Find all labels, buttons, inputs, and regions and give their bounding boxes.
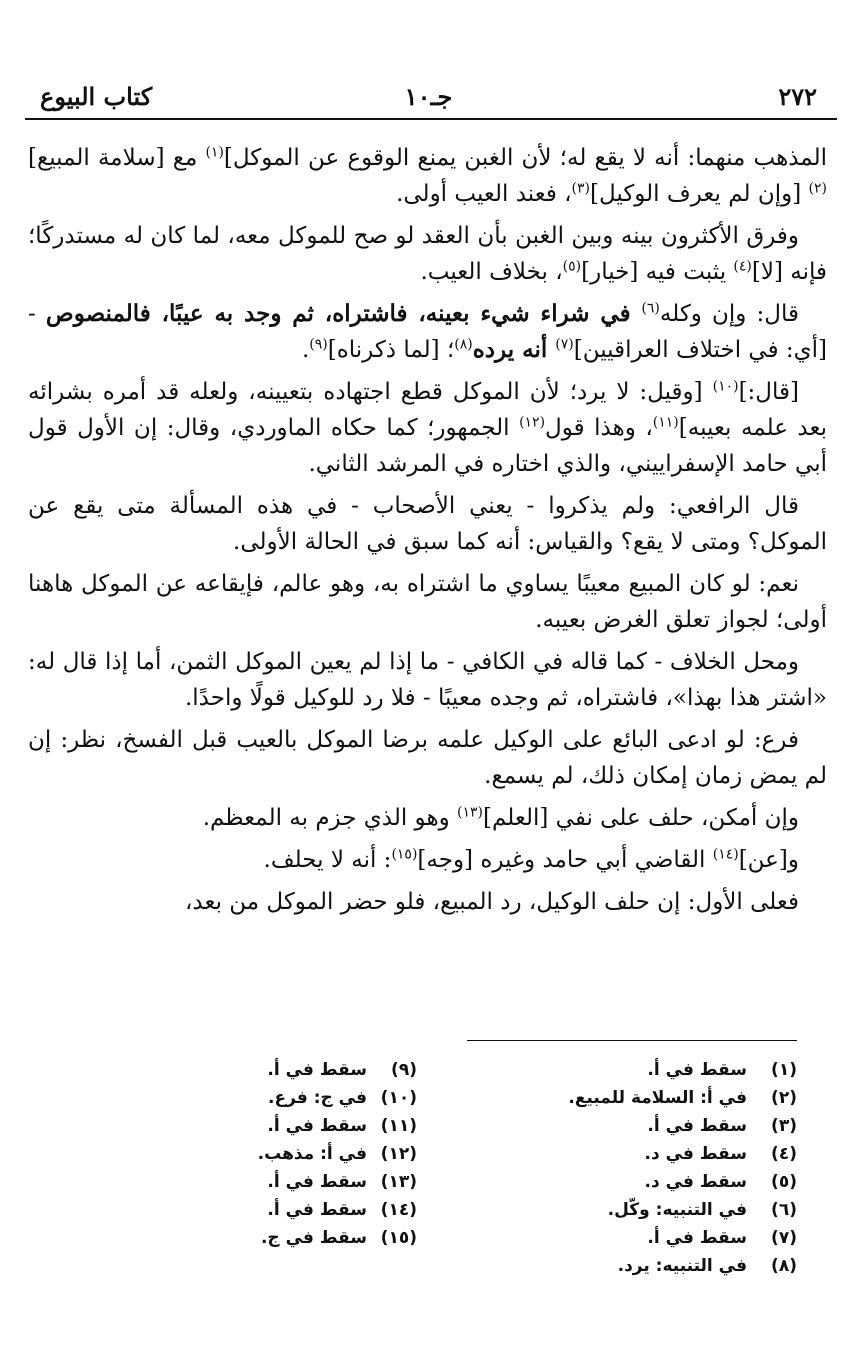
footnote-item: [467, 1168, 797, 1196]
footnote-text: سقط في أ.: [267, 1116, 367, 1136]
footnote-item: [467, 1056, 797, 1084]
footnote-item: [467, 1112, 797, 1140]
footnote-ref: (٧): [555, 336, 574, 353]
footnote-item: [87, 1112, 417, 1140]
footnote-text: في ج: فرع.: [268, 1088, 367, 1108]
footnote-item: [467, 1084, 797, 1112]
text-run: الجمهور؛ كما حكاه الماوردي، وقال: إن الأول قول أبي حامد الإسفراييني، والذي اختاره في المرشد الثاني.: [28, 415, 827, 477]
footnote-text: سقط في أ.: [647, 1228, 747, 1248]
footnote-number: (٧): [771, 1228, 797, 1248]
text-run: مع [سلامة المبيع]: [28, 145, 206, 171]
text-run: ، فعند العيب أولى.: [396, 181, 572, 207]
footnote-ref: (٣): [571, 180, 591, 197]
footnote-number: (٣): [771, 1116, 797, 1136]
footnote-ref: (٥): [562, 258, 582, 275]
footnote-number: (١٣): [380, 1172, 417, 1192]
footnote-text: سقط في ج.: [260, 1228, 367, 1248]
footnote-number: (٢): [771, 1088, 797, 1108]
footnote-number: (١٤): [380, 1200, 417, 1220]
text-run: ، بخلاف العيب.: [420, 259, 563, 285]
footnote-text: في التنبيه: يرد.: [617, 1256, 747, 1276]
footnote-ref: (١٢): [519, 414, 546, 431]
paragraph: قال الرافعي: ولم يذكروا - يعني الأصحاب - في هذه المسألة متى يقع عن الموكل؟ ومتى لا يقع؟ والقياس: أنه كما سبق في الحالة الأولى.: [28, 493, 827, 555]
footnote-item: [87, 1224, 417, 1252]
footnote-text: سقط في أ.: [267, 1060, 367, 1080]
paragraph: [28, 374, 827, 482]
footnote-number: (١٢): [380, 1144, 417, 1164]
paragraph: [28, 296, 827, 368]
footnote-text: سقط في د.: [644, 1172, 747, 1192]
paragraph: فعلى الأول: إن حلف الوكيل، رد المبيع، فلو حضر الموكل من بعد،: [184, 889, 799, 915]
footnote-item: [87, 1168, 417, 1196]
footnote-ref: (١): [205, 144, 224, 161]
paragraph: نعم: لو كان المبيع معيبًا يساوي ما اشتراه به، وهو عالم، فإيقاعه عن الموكل هاهنا أولى؛ لجواز تعلق الغرض بعيبه.: [28, 571, 827, 633]
footnotes-right-column: [467, 1056, 797, 1280]
footnote-text: في التنبيه: وكّل.: [607, 1200, 747, 1220]
footnote-item: [467, 1140, 797, 1168]
footnote-number: (٨): [771, 1256, 797, 1276]
footnotes-left-column: [87, 1056, 417, 1252]
paragraph: [28, 218, 827, 290]
text-run: .: [301, 337, 310, 363]
footnote-number: (٥): [771, 1172, 797, 1192]
footnote-number: (٤): [771, 1144, 797, 1164]
footnote-number: (٦): [771, 1200, 797, 1220]
footnote-text: سقط في أ.: [267, 1172, 367, 1192]
book-title: كتاب البيوع: [40, 82, 153, 111]
text-run: ، وهذا قول: [545, 415, 653, 441]
footnote-ref: (٤): [733, 258, 752, 275]
footnote-number: (١٥): [380, 1228, 417, 1248]
bold-text-run: في شراء شيء بعينه، فاشتراه، ثم وجد به عيبًا، فالمنصوص: [45, 300, 642, 327]
footnote-divider: [467, 1040, 797, 1041]
text-run: [قال:]: [738, 379, 799, 405]
text-run: : أنه لا يحلف.: [263, 847, 392, 873]
footnote-item: [467, 1224, 797, 1252]
page-number: ٢٧٢: [778, 82, 817, 111]
text-run: [وإن لم يعرف الوكيل]: [590, 181, 809, 207]
footnote-ref: (٢): [808, 180, 827, 197]
footnote-ref: (١٥): [391, 846, 418, 863]
footnote-ref: (٩): [309, 336, 328, 353]
footnote-item: [87, 1056, 417, 1084]
footnote-text: سقط في أ.: [267, 1200, 367, 1220]
text-run: قال: وإن وكله: [659, 301, 799, 327]
paragraph: فرع: لو ادعى البائع على الوكيل علمه برضا الموكل بالعيب قبل الفسخ، نظر: إن لم يمض زمان إمكان ذلك، لم يسمع.: [28, 727, 827, 789]
footnote-item: [87, 1140, 417, 1168]
paragraph: [28, 842, 827, 878]
footnote-item: [87, 1084, 417, 1112]
footnote-ref: (١٤): [712, 846, 739, 863]
footnote-ref: (٦): [641, 300, 660, 317]
footnote-item: [467, 1196, 797, 1224]
footnote-text: في أ: السلامة للمبيع.: [568, 1088, 747, 1108]
paragraph: [28, 800, 827, 836]
footnote-number: (١): [771, 1060, 797, 1080]
footnote-text: سقط في د.: [644, 1144, 747, 1164]
footnote-ref: (١٠): [712, 378, 739, 395]
text-run: [وقيل: لا يرد؛ لأن الموكل قطع اجتهاده بتعيينه، ولعله قد أمره بشرائه بعد علمه بعيبه]: [28, 379, 827, 441]
footnote-ref: (١٣): [457, 804, 483, 821]
text-run: - [أي: في اختلاف العراقيين]: [28, 301, 827, 363]
paragraph: [28, 140, 827, 212]
footnote-text: في أ: مذهب.: [257, 1144, 367, 1164]
footnote-item: [467, 1252, 797, 1280]
footnote-ref: (١١): [652, 414, 679, 431]
footnote-text: سقط في أ.: [647, 1060, 747, 1080]
footnote-ref: (٨): [454, 336, 473, 353]
text-run: وفرق الأكثرون بينه وبين الغبن بأن العقد لو صح للموكل معه، لما كان له مستدركًا؛ فإنه [لا]: [28, 223, 827, 285]
text-run: المذهب منهما: أنه لا يقع له؛ لأن الغبن يمنع الوقوع عن الموكل]: [223, 145, 827, 171]
bold-text-run: أنه يرده: [472, 336, 556, 363]
text-run: يثبت فيه [خيار]: [581, 259, 734, 285]
header-divider: [25, 118, 837, 120]
footnote-number: (١١): [380, 1116, 417, 1136]
text-run: وإن أمكن، حلف على نفي [العلم]: [482, 805, 799, 831]
footnote-text: سقط في أ.: [647, 1116, 747, 1136]
footnote-number: (١٠): [380, 1088, 417, 1108]
page-header: [40, 82, 817, 114]
text-run: ؛ [لما ذكرناه]: [327, 337, 455, 363]
main-text: [28, 140, 827, 926]
text-run: و[عن]: [738, 847, 799, 873]
text-run: القاضي أبي حامد وغيره [وجه]: [417, 847, 713, 873]
text-run: وهو الذي جزم به المعظم.: [202, 805, 457, 831]
volume-label: جـ١٠: [404, 82, 453, 111]
paragraph: ومحل الخلاف - كما قاله في الكافي - ما إذا لم يعين الموكل الثمن، أما إذا قال له: «اشتر هذا بهذا»، فاشتراه، ثم وجده معيبًا - فلا رد للوكيل قولًا واحدًا.: [28, 649, 827, 711]
footnote-number: (٩): [391, 1060, 417, 1080]
footnote-item: [87, 1196, 417, 1224]
